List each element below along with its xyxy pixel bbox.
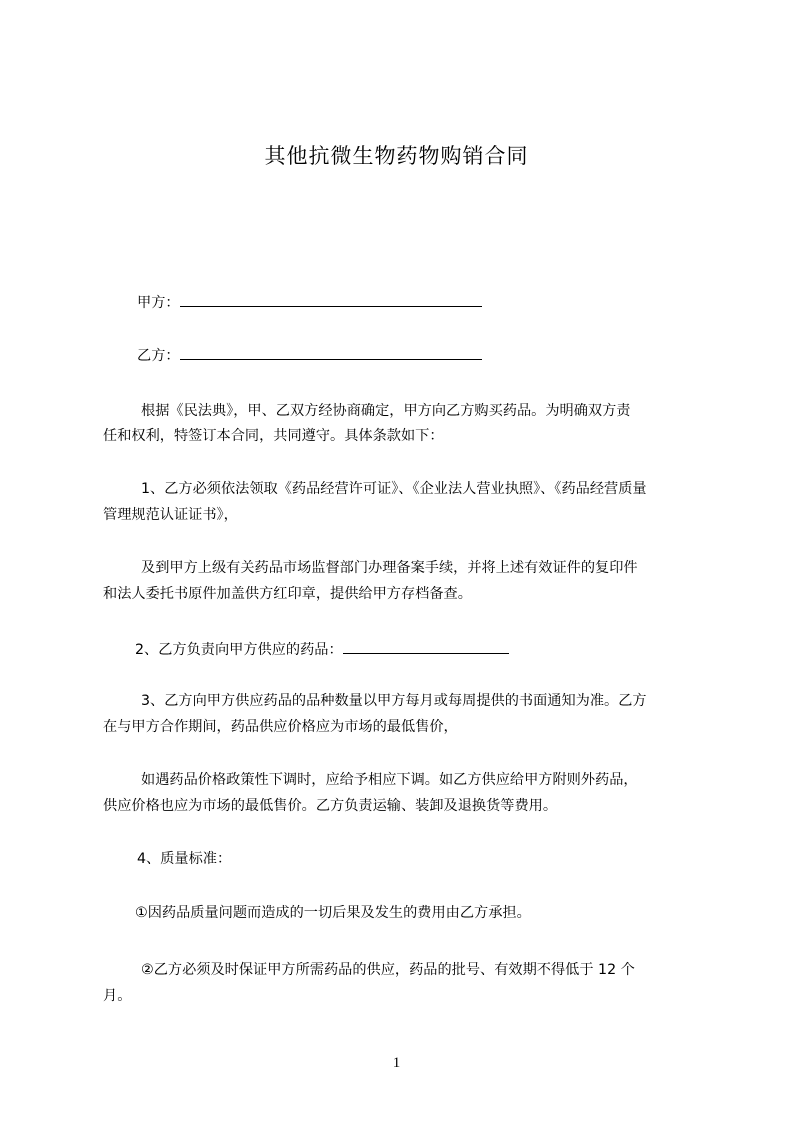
party-a-label: 甲方： (137, 295, 180, 311)
clause-3b-line-1: 如遇药品价格政策性下调时，应给予相应下调。如乙方供应给甲方附则外药品， (141, 772, 638, 788)
clause-3-line-2: 在与甲方合作期间，药品供应价格应为市场的最低售价， (103, 719, 458, 735)
clause-4-item-1: ①因药品质量问题而造成的一切后果及发生的费用由乙方承担。 (135, 905, 531, 921)
page-title: 其他抗微生物药物购销合同 (264, 144, 529, 168)
party-a-blank[interactable] (180, 292, 482, 307)
clause-3-line-1: 3、乙方向甲方供应药品的品种数量以甲方每月或每周提供的书面通知为准。乙方 (141, 693, 647, 709)
clause-1b-line-1: 及到甲方上级有关药品市场监督部门办理备案手续，并将上述有效证件的复印件 (141, 560, 638, 576)
clause-1b-line-2: 和法人委托书原件加盖供方红印章，提供给甲方存档备查。 (103, 586, 472, 602)
intro-line-1: 根据《民法典》，甲、乙双方经协商确定，甲方向乙方购买药品。为明确双方责 (141, 403, 631, 419)
clause-2-line (135, 639, 745, 659)
clause-2-blank[interactable] (343, 639, 509, 654)
clause-4-heading: 4、质量标准： (137, 851, 232, 867)
page-number: 1 (392, 1055, 401, 1071)
clause-3b-line-2: 供应价格也应为市场的最低售价。乙方负责运输、装卸及退换货等费用。 (103, 798, 558, 814)
clause-4-item-2-line-2: 月。 (103, 988, 132, 1004)
clause-1-line-2: 管理规范认证证书》， (103, 507, 238, 523)
intro-line-2: 任和权利，特签订本合同，共同遵守。具体条款如下： (103, 428, 444, 444)
party-a-line (137, 292, 747, 312)
party-b-blank[interactable] (180, 345, 482, 360)
party-b-label: 乙方： (137, 348, 180, 364)
clause-1-line-1: 1、乙方必须依法领取《药品经营许可证》、《企业法人营业执照》、《药品经营质量 (141, 481, 647, 497)
clause-2-label: 2、乙方负责向甲方供应的药品： (135, 642, 343, 658)
party-b-line (137, 345, 747, 365)
clause-4-item-2-line-1: ②乙方必须及时保证甲方所需药品的供应，药品的批号、有效期不得低于 12 个 (141, 962, 635, 978)
